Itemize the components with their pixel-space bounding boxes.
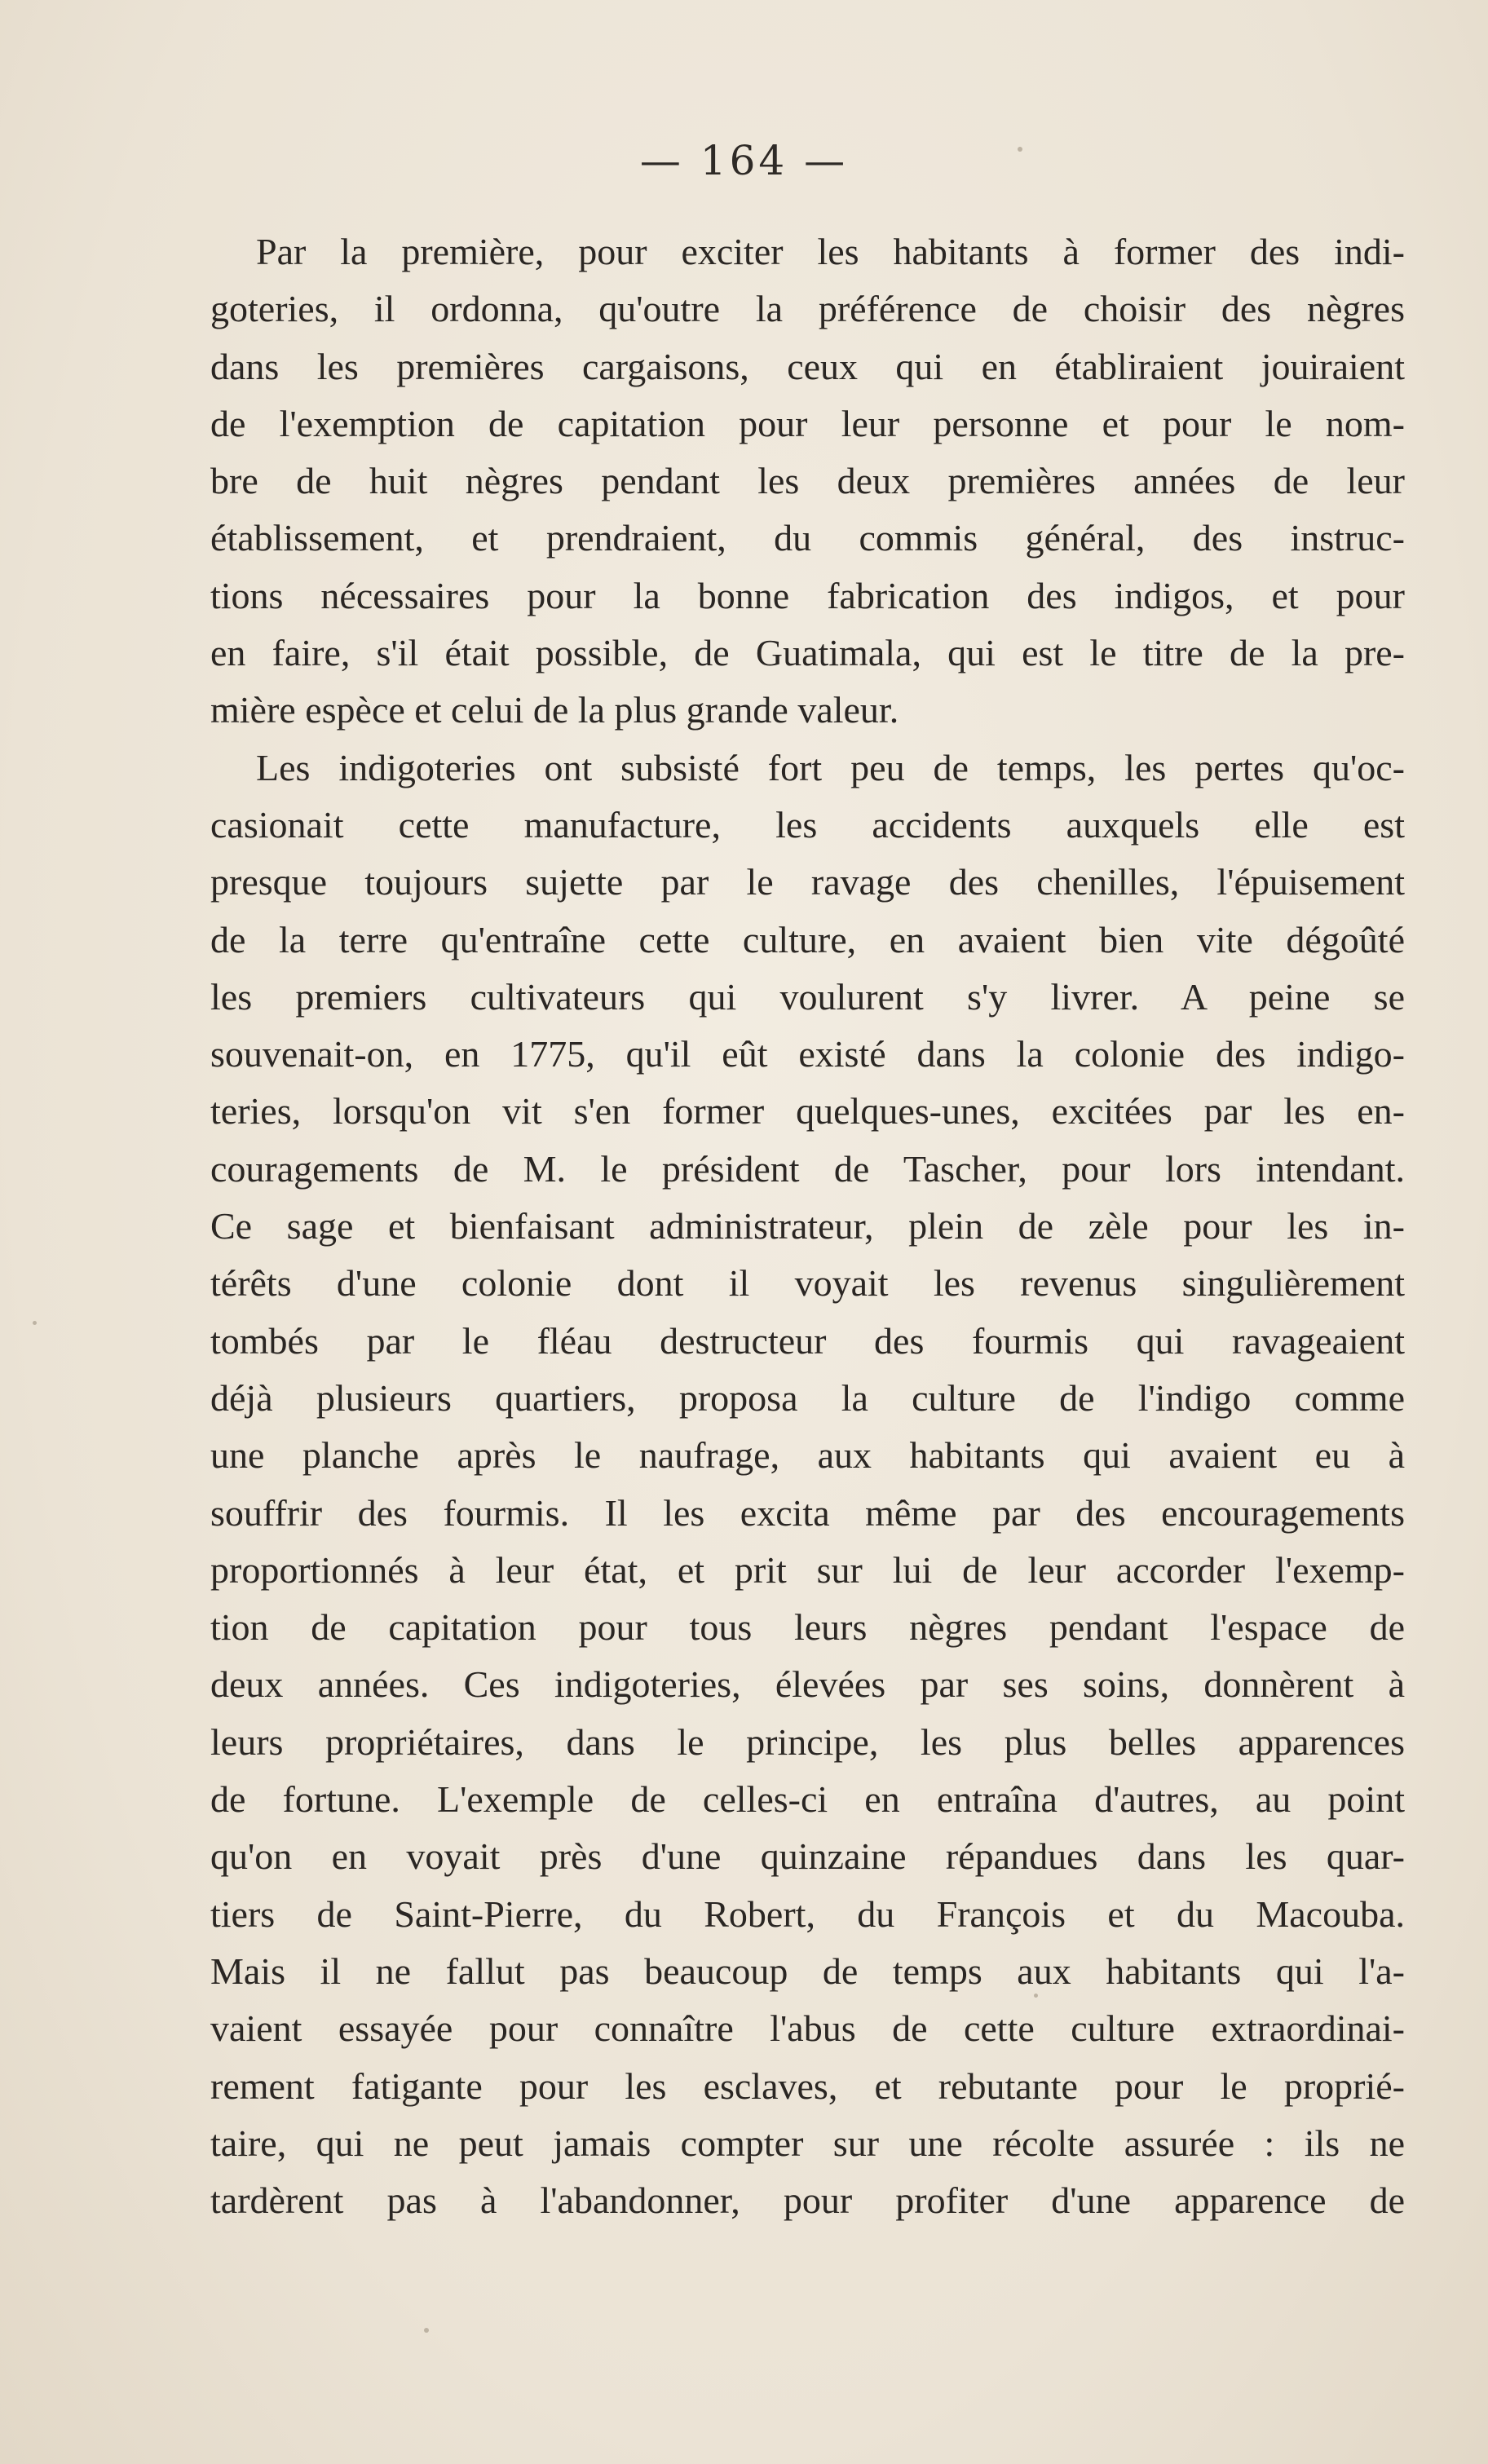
text-line: bre de huit nègres pendant les deux premières années de leur	[210, 460, 1405, 502]
body-text	[210, 223, 1405, 2229]
text-line: souffrir des fourmis. Il les excita même par des encouragements	[210, 1491, 1405, 1534]
text-line: casionait cette manufacture, les accidents auxquels elle est	[210, 803, 1405, 846]
paper-speck	[424, 2328, 429, 2333]
text-line: rement fatigante pour les esclaves, et rebutante pour le proprié-	[210, 2064, 1405, 2107]
text-line: térêts d'une colonie dont il voyait les revenus singulièrement	[210, 1262, 1405, 1305]
text-line: de l'exemption de capitation pour leur personne et pour le nom-	[210, 402, 1405, 444]
text-line: Mais il ne fallut pas beaucoup de temps aux habitants qui l'a-	[210, 1950, 1405, 1992]
text-line: de fortune. L'exemple de celles-ci en entraîna d'autres, au point	[210, 1778, 1405, 1821]
text-line: presque toujours sujette par le ravage des chenilles, l'épuisement	[210, 861, 1405, 903]
text-line: tardèrent pas à l'abandonner, pour profiter d'une apparence de	[210, 2179, 1405, 2222]
text-line: taire, qui ne peut jamais compter sur une récolte assurée : ils ne	[210, 2122, 1405, 2164]
text-line: déjà plusieurs quartiers, proposa la culture de l'indigo comme	[210, 1376, 1405, 1419]
text-line: mière espèce et celui de la plus grande valeur.	[210, 689, 899, 731]
text-line: goteries, il ordonna, qu'outre la préférence de choisir des nègres	[210, 288, 1405, 330]
text-line: tions nécessaires pour la bonne fabrication des indigos, et pour	[210, 574, 1405, 616]
text-line: teries, lorsqu'on vit s'en former quelques-unes, excitées par les en-	[210, 1090, 1405, 1133]
text-line: Ce sage et bienfaisant administrateur, plein de zèle pour les in-	[210, 1205, 1405, 1247]
text-line: les premiers cultivateurs qui voulurent s'y livrer. A peine se	[210, 975, 1405, 1018]
page-number: — 164 —	[639, 137, 849, 184]
text-line: Les indigoteries ont subsisté fort peu de temps, les pertes qu'oc-	[256, 746, 1405, 788]
text-line: vaient essayée pour connaître l'abus de cette culture extraordinai-	[210, 2007, 1405, 2050]
text-line: une planche après le naufrage, aux habitants qui avaient eu à	[210, 1434, 1405, 1477]
text-line: qu'on en voyait près d'une quinzaine répandues dans les quar-	[210, 1835, 1405, 1878]
text-line: souvenait-on, en 1775, qu'il eût existé dans la colonie des indigo-	[210, 1033, 1405, 1075]
text-line: établissement, et prendraient, du commis général, des instruc-	[210, 517, 1405, 559]
text-line: dans les premières cargaisons, ceux qui en établiraient jouiraient	[210, 345, 1405, 387]
text-line: tiers de Saint-Pierre, du Robert, du François et du Macouba.	[210, 1892, 1405, 1935]
paper-speck	[33, 1321, 37, 1325]
text-line: en faire, s'il était possible, de Guatimala, qui est le titre de la pre-	[210, 632, 1405, 674]
text-line: leurs propriétaires, dans le principe, les plus belles apparences	[210, 1720, 1405, 1763]
text-line: Par la première, pour exciter les habitants à former des indi-	[256, 231, 1405, 272]
text-line: proportionnés à leur état, et prit sur lui de leur accorder l'exemp-	[210, 1548, 1405, 1591]
text-line: tion de capitation pour tous leurs nègres pendant l'espace de	[210, 1606, 1405, 1649]
text-line: de la terre qu'entraîne cette culture, en avaient bien vite dégoûté	[210, 918, 1405, 960]
text-line: tombés par le fléau destructeur des fourmis qui ravageaient	[210, 1319, 1405, 1362]
text-line: deux années. Ces indigoteries, élevées par ses soins, donnèrent à	[210, 1663, 1405, 1706]
text-line: couragements de M. le président de Tascher, pour lors intendant.	[210, 1147, 1405, 1190]
